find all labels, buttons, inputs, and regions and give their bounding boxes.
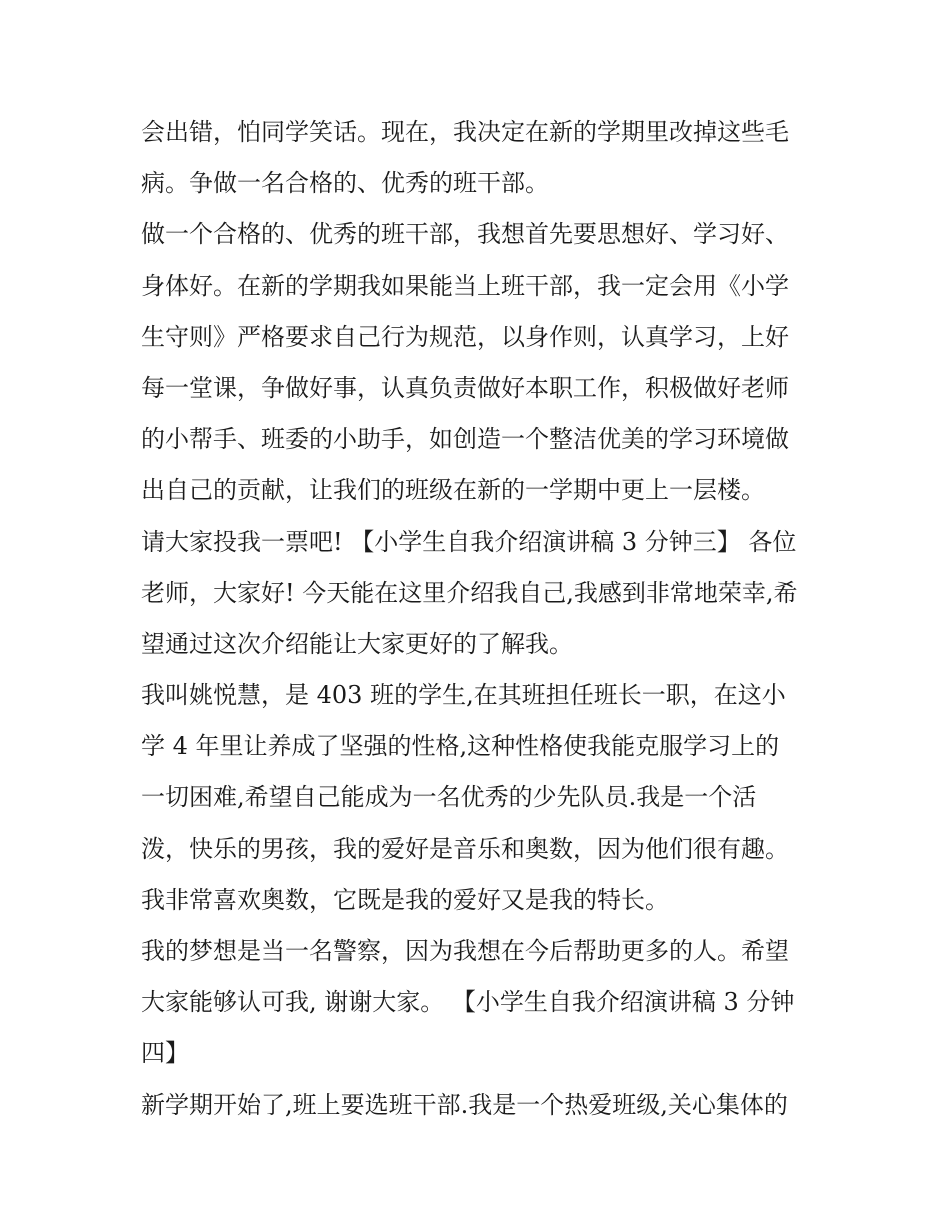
- text-line: 新学期开始了,班上要选班干部.我是一个热爱班级,关心集体的: [141, 1090, 788, 1119]
- text-line: 泼，快乐的男孩，我的爱好是音乐和奥数，因为他们很有趣。: [141, 834, 789, 863]
- text-line: 大家能够认可我, 谢谢大家。 【小学生自我介绍演讲稿 3 分钟: [141, 988, 795, 1017]
- text-line: 学 4 年里让养成了坚强的性格,这种性格使我能克服学习上的: [141, 732, 780, 761]
- text-line: 我非常喜欢奥数，它既是我的爱好又是我的特长。: [141, 885, 669, 914]
- text-line: 做一个合格的、优秀的班干部，我想首先要思想好、学习好、: [141, 220, 789, 249]
- text-line: 四】: [141, 1039, 189, 1068]
- body-text: [141, 110, 821, 1134]
- text-line: 的小帮手、班委的小助手，如创造一个整洁优美的学习环境做: [141, 425, 789, 454]
- text-line: 老师，大家好! 今天能在这里介绍我自己,我感到非常地荣幸,希: [141, 578, 798, 607]
- text-line: 出自己的贡献，让我们的班级在新的一学期中更上一层楼。: [141, 476, 765, 505]
- text-line: 会出错，怕同学笑话。现在，我决定在新的学期里改掉这些毛: [141, 118, 789, 146]
- text-line: 身体好。在新的学期我如果能当上班干部，我一定会用《小学: [141, 271, 789, 300]
- text-line: 病。争做一名合格的、优秀的班干部。: [141, 169, 549, 198]
- text-line: 生守则》严格要求自己行为规范，以身作则，认真学习，上好: [141, 322, 789, 351]
- text-line: 我的梦想是当一名警察，因为我想在今后帮助更多的人。希望: [141, 937, 789, 965]
- text-line: 请大家投我一票吧! 【小学生自我介绍演讲稿 3 分钟三】 各位: [141, 527, 797, 556]
- text-line: 每一堂课，争做好事，认真负责做好本职工作，积极做好老师: [141, 373, 789, 402]
- text-line: 一切困难,希望自己能成为一名优秀的少先队员.我是一个活: [141, 783, 757, 812]
- text-line: 我叫姚悦慧，是 403 班的学生,在其班担任班长一职，在这小: [141, 681, 786, 710]
- text-line: 望通过这次介绍能让大家更好的了解我。: [141, 629, 573, 658]
